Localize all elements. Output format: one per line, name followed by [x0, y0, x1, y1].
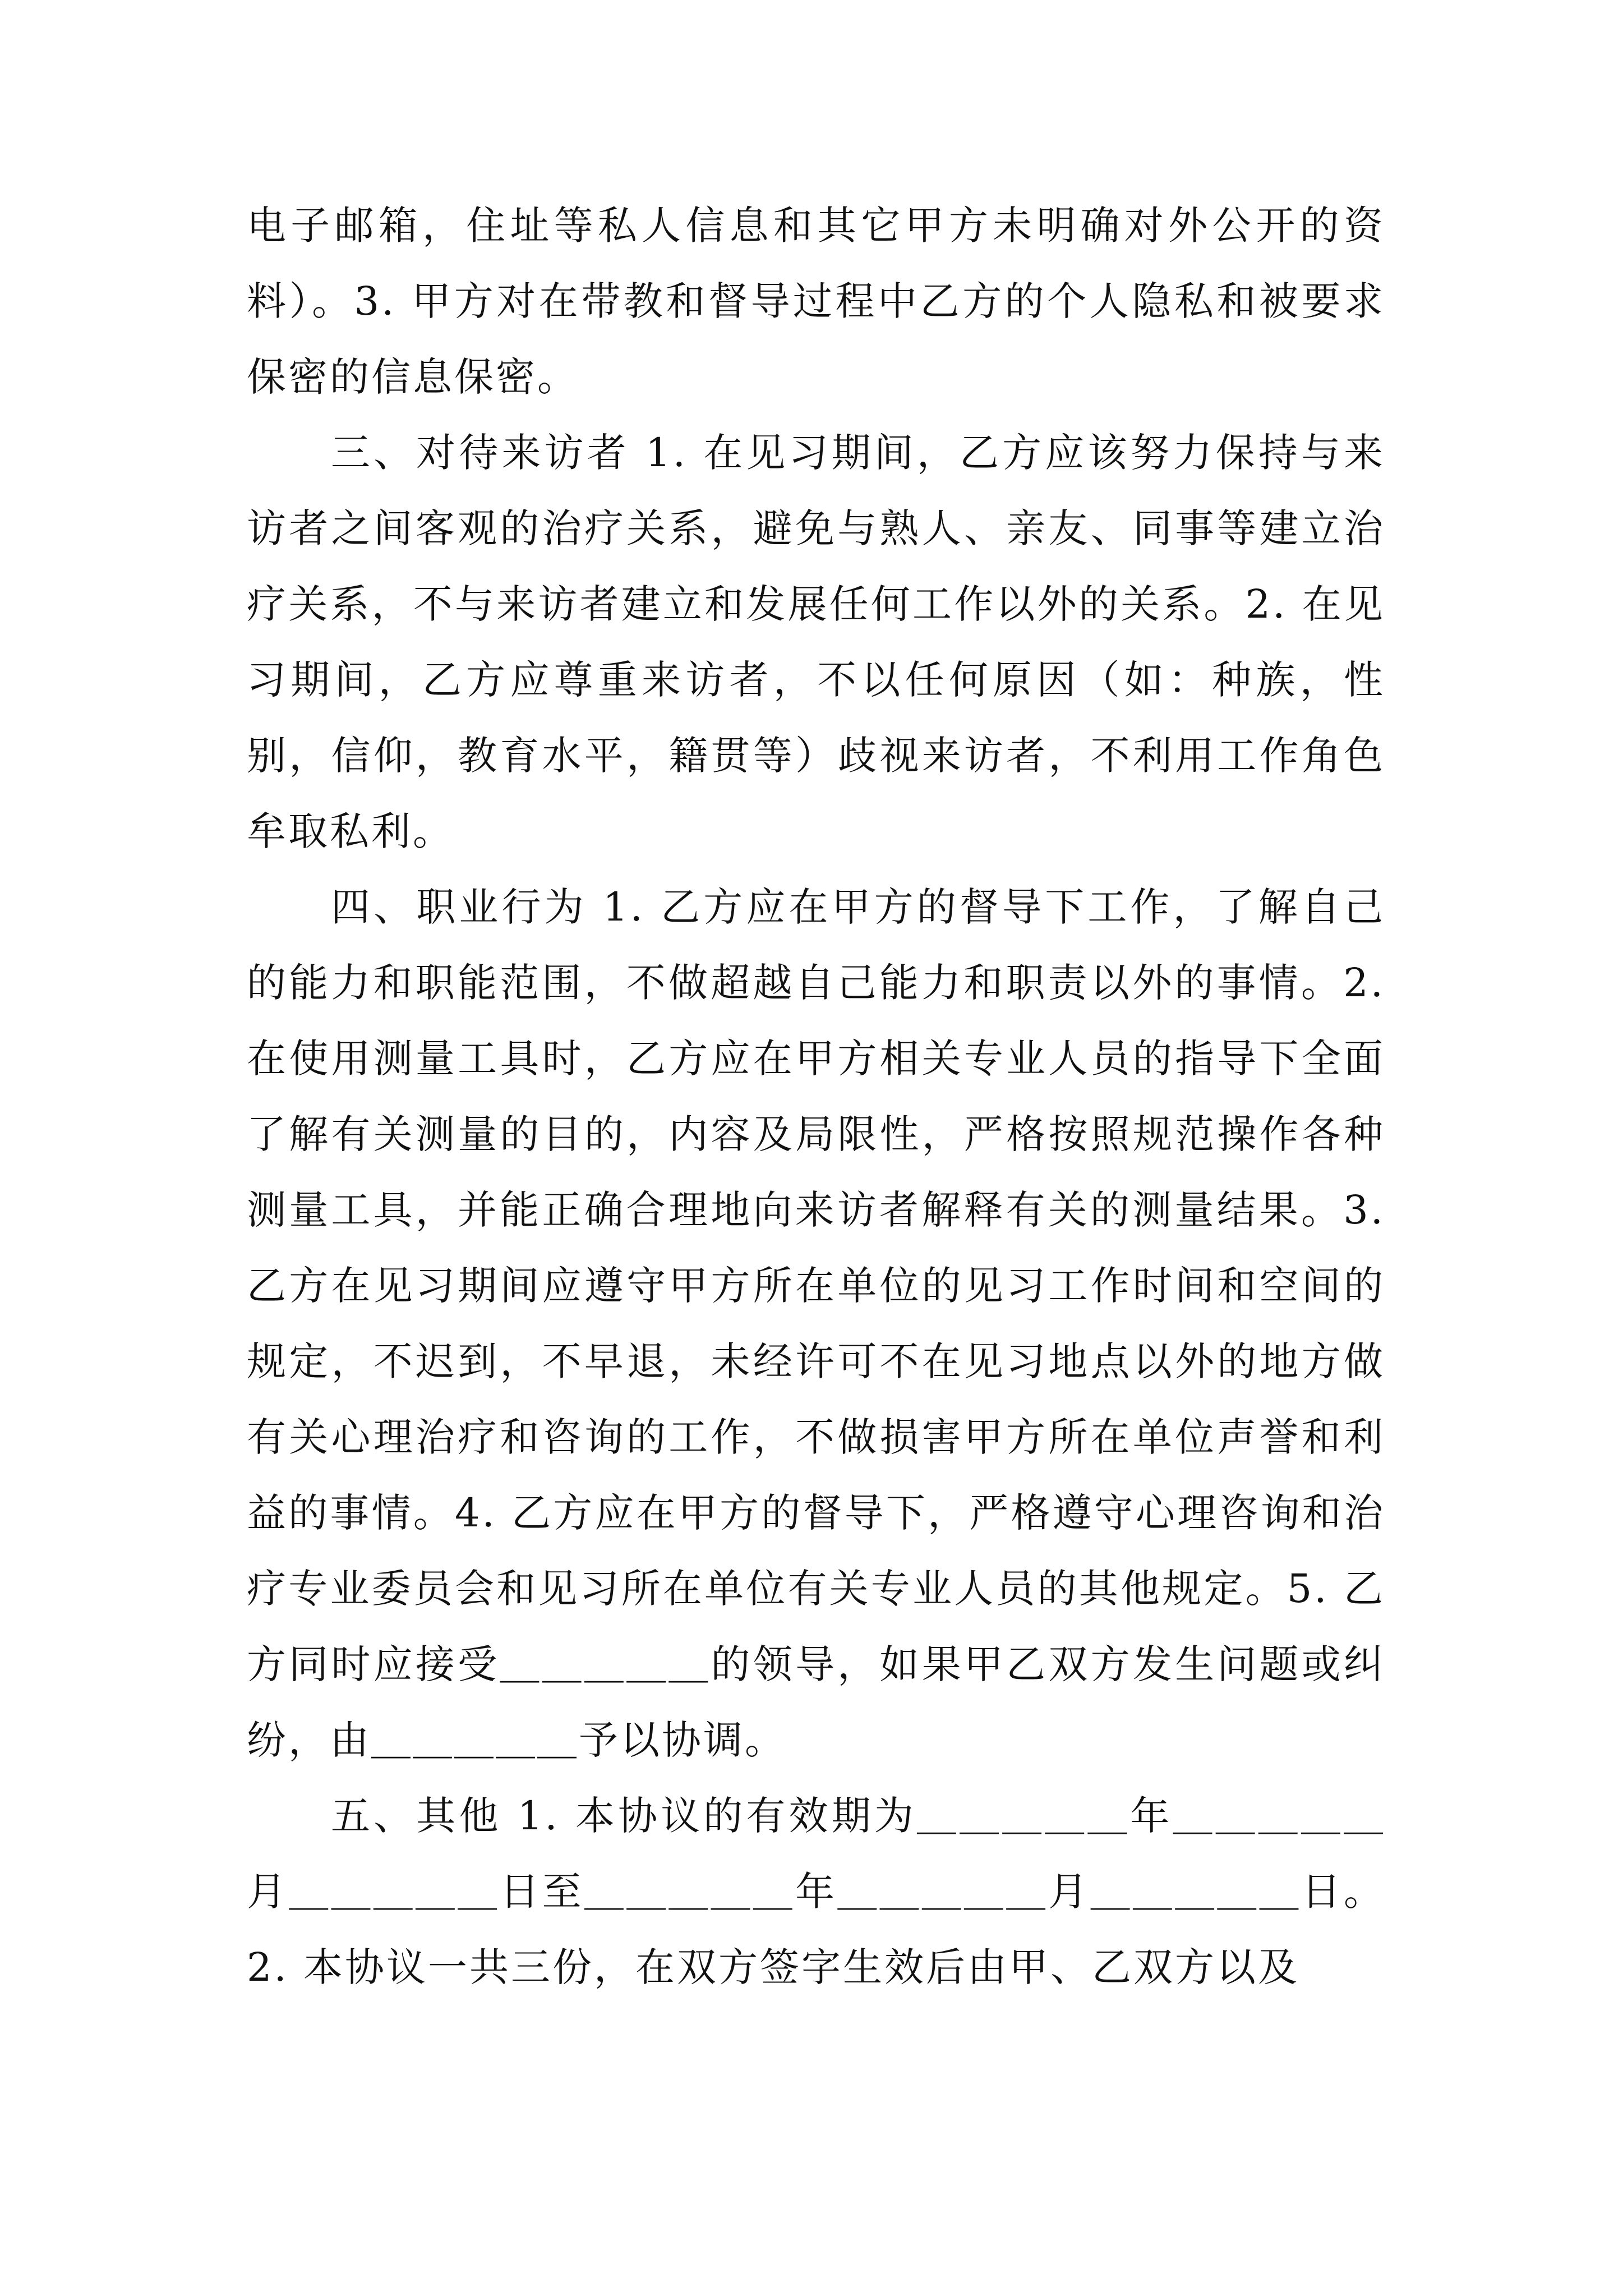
document-page [247, 188, 1385, 2005]
paragraph-other-terms: 五、其他 1. 本协议的有效期为＿＿＿＿＿年＿＿＿＿＿月＿＿＿＿＿日至＿＿＿＿＿年＿＿＿＿＿月＿＿＿＿＿日。2. 本协议一共三份，在双方签字生效后由甲、乙双方以及 [247, 1793, 1385, 1990]
paragraph-professional-conduct: 四、职业行为 1. 乙方应在甲方的督导下工作，了解自己的能力和职能范围，不做超越自己能力和职责以外的事情。2. 在使用测量工具时，乙方应在甲方相关专业人员的指导下全面了解有关测量的目的，内容及局限性，严格按照规范操作各种测量工具，并能正确合理地向来访者解释有关的测量结果。3. 乙方在见习期间应遵守甲方所在单位的见习工作时间和空间的规定，不迟到，不早退，未经许可不在见习地点以外的地方做有关心理治疗和咨询的工作，不做损害甲方所在单位声誉和利益的事情。4. 乙方应在甲方的督导下，严格遵守心理咨询和治疗专业委员会和见习所在单位有关专业人员的其他规定。5. 乙方同时应接受＿＿＿＿＿的领导，如果甲乙双方发生问题或纠纷，由＿＿＿＿＿予以协调。 [247, 884, 1385, 1763]
paragraph-privacy-continued: 电子邮箱，住址等私人信息和其它甲方未明确对外公开的资料）。3. 甲方对在带教和督导过程中乙方的个人隐私和被要求保密的信息保密。 [247, 203, 1385, 400]
paragraph-treating-visitors: 三、对待来访者 1. 在见习期间，乙方应该努力保持与来访者之间客观的治疗关系，避免与熟人、亲友、同事等建立治疗关系，不与来访者建立和发展任何工作以外的关系。2. 在见习期间，乙方应尊重来访者，不以任何原因（如：种族，性别，信仰，教育水平，籍贯等）歧视来访者，不利用工作角色牟取私利。 [247, 430, 1385, 854]
